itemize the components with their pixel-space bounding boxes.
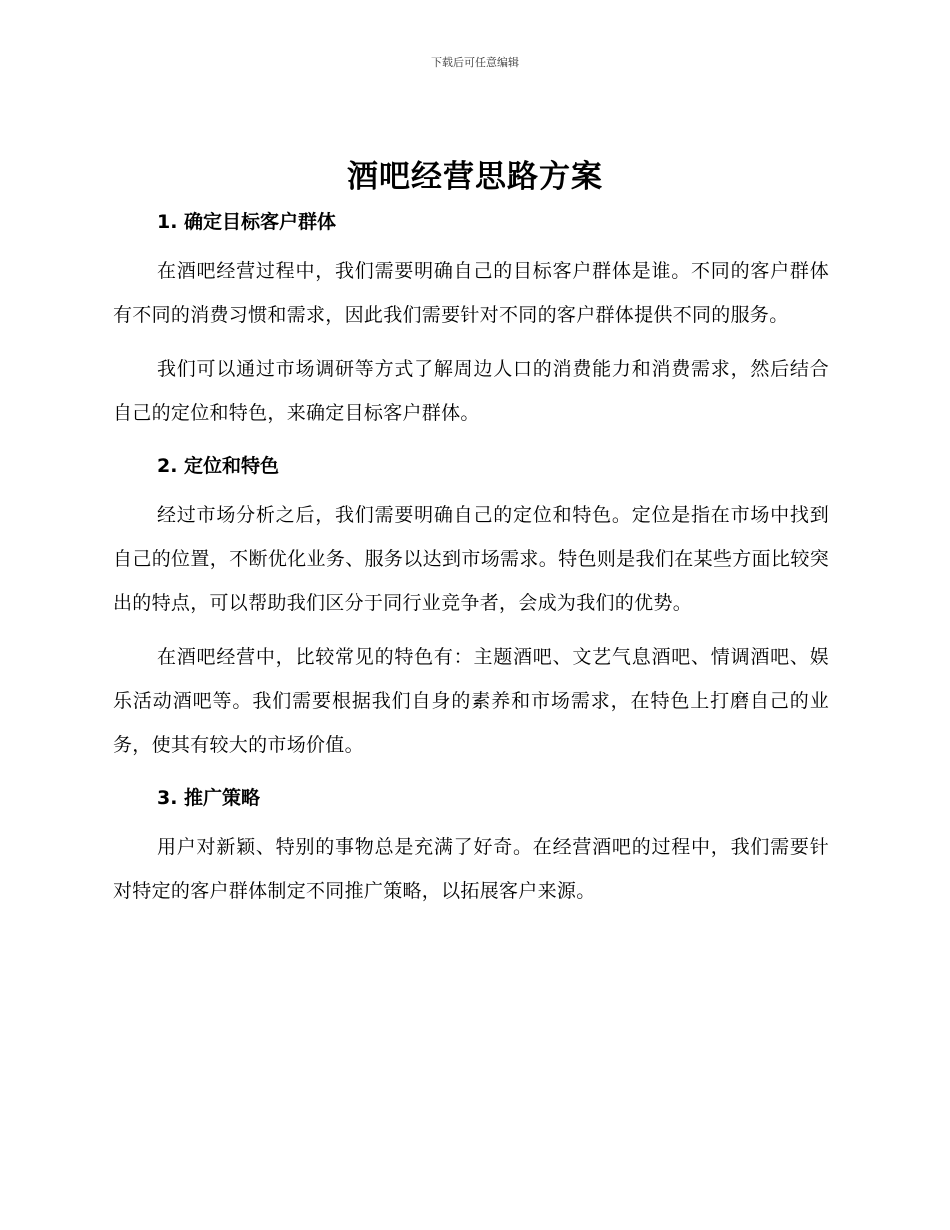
section-3-paragraph-1: 用户对新颖、特别的事物总是充满了好奇。在经营酒吧的过程中，我们需要针对特定的客户群体制定不同推广策略，以拓展客户来源。 bbox=[113, 836, 829, 902]
header-note: 下载后可任意编辑 bbox=[431, 56, 519, 69]
section-heading-3: 3. 推广策略 bbox=[157, 787, 261, 809]
document-title: 酒吧经营思路方案 bbox=[347, 159, 603, 195]
section-heading-2: 2. 定位和特色 bbox=[157, 455, 280, 477]
section-1-paragraph-2: 我们可以通过市场调研等方式了解周边人口的消费能力和消费需求，然后结合自己的定位和特色，来确定目标客户群体。 bbox=[113, 358, 829, 424]
section-2-paragraph-2: 在酒吧经营中，比较常见的特色有：主题酒吧、文艺气息酒吧、情调酒吧、娱乐活动酒吧等。我们需要根据我们自身的素养和市场需求，在特色上打磨自己的业务，使其有较大的市场价值。 bbox=[113, 646, 829, 756]
document-body bbox=[113, 205, 829, 913]
section-1-paragraph-1: 在酒吧经营过程中，我们需要明确自己的目标客户群体是谁。不同的客户群体有不同的消费习惯和需求，因此我们需要针对不同的客户群体提供不同的服务。 bbox=[113, 260, 829, 326]
section-heading-1: 1. 确定目标客户群体 bbox=[157, 211, 337, 233]
section-2-paragraph-1: 经过市场分析之后，我们需要明确自己的定位和特色。定位是指在市场中找到自己的位置，不断优化业务、服务以达到市场需求。特色则是我们在某些方面比较突出的特点，可以帮助我们区分于同行业竞争者，会成为我们的优势。 bbox=[113, 504, 829, 614]
